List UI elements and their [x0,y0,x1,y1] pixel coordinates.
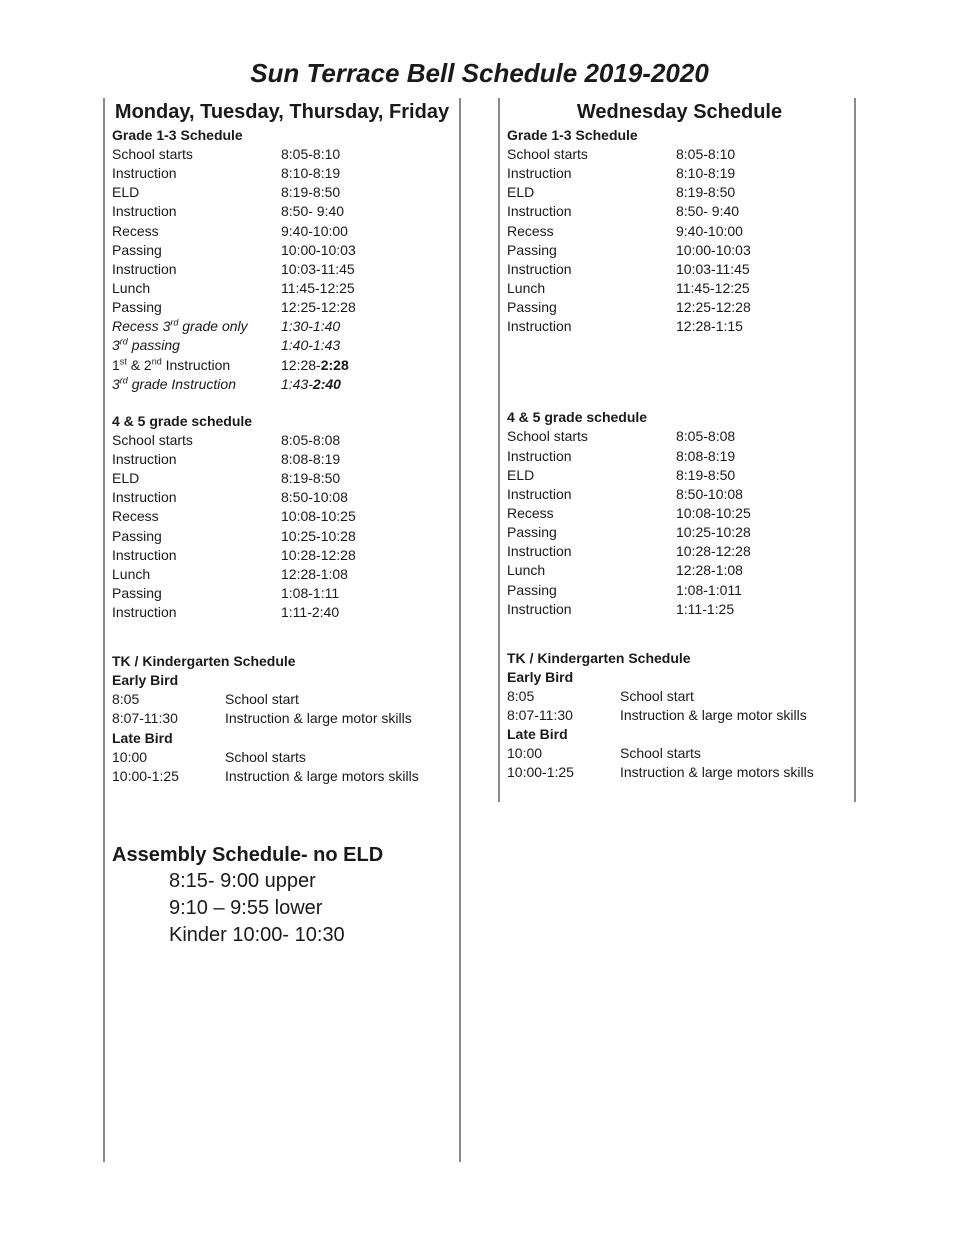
weekday-late-bird-rows [112,748,457,786]
table-row [112,527,457,546]
row-value: Instruction & large motor skills [225,710,412,727]
wednesday-heading: Wednesday Schedule [576,101,783,123]
row-label: School starts [112,431,193,448]
row-value: 10:00-10:03 [281,241,356,258]
row-value: 8:50- 9:40 [676,203,740,220]
row-label: 10:00-1:25 [507,764,574,781]
page-title: Sun Terrace Bell Schedule 2019-2020 [250,58,709,88]
weekday-heading: Monday, Tuesday, Thursday, Friday [114,101,450,123]
section-title: TK / Kindergarten Schedule [112,653,296,670]
row-value: Instruction & large motors skills [225,767,419,784]
row-label: Recess [507,222,554,239]
row-label: Recess [112,508,159,525]
row-label: 8:05 [112,691,140,708]
table-row [112,222,457,241]
row-value: 8:50-10:08 [676,485,743,502]
assembly-schedule [112,842,383,949]
row-value: 8:10-8:19 [676,165,736,182]
row-label: Instruction [112,260,177,277]
weekday-early-bird-rows [112,690,457,728]
row-value: 8:19-8:50 [676,466,736,483]
table-row [507,581,852,600]
row-label: Passing [112,584,162,601]
table-row [507,279,852,298]
table-row [112,279,457,298]
row-value: 10:03-11:45 [676,260,750,277]
row-label: 8:05 [507,687,535,704]
row-label: Instruction [507,203,572,220]
row-value: 10:08-10:25 [676,504,751,521]
table-row: 1st & 2nd Instruction 12:28-2:28 [112,355,349,373]
row-label: 10:00 [507,745,543,762]
early-bird-label: Early Bird [112,672,179,689]
row-label: Passing [507,299,557,316]
row-label: Lunch [507,562,546,579]
table-row [112,488,457,507]
row-value: 12:28-1:08 [281,565,348,582]
row-label: Instruction [507,260,572,277]
row-value: 8:19-8:50 [281,184,341,201]
row-label: Passing [112,527,162,544]
table-row [507,298,852,317]
row-label: 10:00-1:25 [112,767,179,784]
left-column-border [103,98,105,1162]
row-label: Instruction [112,546,177,563]
section-title: Grade 1-3 Schedule [112,127,243,143]
row-value: 12:25-12:28 [281,299,356,316]
table-row [507,447,852,466]
row-value: 12:28-1:08 [676,562,743,579]
row-label: Instruction [112,450,177,467]
row-label: 10:00 [112,748,148,765]
row-label: Instruction [507,165,572,182]
row-value: 12:28-1:15 [676,318,743,335]
row-label: Recess [507,504,554,521]
row-value: 12:25-12:28 [676,299,751,316]
table-row [507,706,852,725]
table-row [507,485,852,504]
row-label: Instruction [112,604,177,621]
table-row [112,183,457,202]
table-row [112,431,457,450]
table-row [507,542,852,561]
wednesday-grade13-section [507,126,852,336]
table-row [507,222,852,241]
weekday-grade13-section [112,126,457,394]
table-row [112,767,457,786]
row-label: ELD [112,470,140,487]
row-value: 8:05-8:10 [676,146,736,162]
table-row [507,523,852,542]
row-value: 9:40-10:00 [281,222,348,239]
row-value: School starts [620,745,701,762]
table-row [507,466,852,485]
row-value: 8:50- 9:40 [281,203,345,220]
row-label: Recess [112,222,159,239]
wednesday-tk-section [507,649,852,783]
weekday-schedule-column [112,100,457,786]
table-row [112,164,457,183]
row-label: Lunch [112,279,151,296]
table-row [507,427,852,446]
row-label: School starts [112,146,193,162]
row-label: Instruction [507,447,572,464]
row-value: 8:10-8:19 [281,165,341,182]
table-row [507,744,852,763]
row-value: 8:05-8:08 [676,428,736,445]
section-title: TK / Kindergarten Schedule [507,649,691,666]
row-value: 9:40-10:00 [676,222,743,239]
table-row [507,145,852,164]
row-value: Instruction & large motors skills [620,764,814,781]
table-row [507,561,852,580]
row-value: 11:45-12:25 [676,279,750,296]
row-label: Passing [507,581,557,598]
table-row [112,298,457,317]
row-value: 8:19-8:50 [676,184,736,201]
row-label: School starts [507,428,588,445]
assembly-line: 9:10 – 9:55 lower [169,897,323,919]
row-label: Lunch [507,279,546,296]
table-row [112,241,457,260]
table-row [507,600,852,619]
row-label: Instruction [112,489,177,506]
row-value: 10:03-11:45 [281,260,355,277]
table-row [507,504,852,523]
row-value: 1:11-2:40 [281,604,340,621]
table-row: 3rd grade Instruction 1:43-2:40 [112,375,341,392]
row-label: Lunch [112,565,151,582]
table-row [507,260,852,279]
row-value: 8:08-8:19 [281,450,341,467]
row-value: 1:08-1:011 [676,581,742,598]
row-value: 8:08-8:19 [676,447,736,464]
table-row [507,164,852,183]
wednesday-early-bird-rows [507,687,852,725]
table-row [112,469,457,488]
row-label: Instruction [507,318,572,335]
table-row [112,709,457,728]
table-row [507,317,852,336]
weekday-grade13-rows [112,145,457,317]
row-label: Passing [507,241,557,258]
row-label: ELD [507,466,535,483]
row-label: Instruction [112,165,177,182]
row-value: 10:28-12:28 [281,546,356,563]
row-value: 10:25-10:28 [281,527,356,544]
table-row [507,183,852,202]
table-row [112,145,457,164]
row-label: Passing [112,299,162,316]
wednesday-grade13-rows [507,145,852,336]
row-label: Instruction [507,485,572,502]
row-value: 10:08-10:25 [281,508,356,525]
row-value: 8:05-8:08 [281,431,341,448]
row-label: 8:07-11:30 [112,710,178,727]
section-title: Grade 1-3 Schedule [507,127,638,143]
row-label: 8:07-11:30 [507,706,573,723]
table-row [112,603,457,622]
wednesday-schedule-column [507,100,852,782]
table-row [112,260,457,279]
assembly-heading: Assembly Schedule- no ELD [112,844,384,866]
weekday-tk-section [112,652,457,786]
weekday-grade45-rows [112,431,457,622]
table-row [112,748,457,767]
row-value: 8:19-8:50 [281,470,341,487]
row-value: 10:25-10:28 [676,524,751,541]
row-value: 1:11-1:25 [676,600,735,617]
row-label: ELD [507,184,535,201]
row-value: 8:05-8:10 [281,146,341,162]
row-value: School start [225,691,299,708]
center-column-border [459,98,461,1162]
assembly-line: Kinder 10:00- 10:30 [169,924,345,946]
table-row [112,546,457,565]
table-row [507,687,852,706]
row-value: 11:45-12:25 [281,279,355,296]
table-row [112,584,457,603]
row-value: 8:50-10:08 [281,489,348,506]
right-column-left-border [498,98,500,802]
wednesday-grade45-section [507,408,852,618]
section-title: 4 & 5 grade schedule [112,412,253,429]
table-row [507,763,852,782]
row-label: School starts [507,146,588,162]
late-bird-label: Late Bird [507,726,568,743]
table-row: 3rd passing 1:40-1:43 [112,336,341,354]
early-bird-label: Early Bird [507,668,574,685]
assembly-line: 8:15- 9:00 upper [169,870,316,892]
row-value: 10:28-12:28 [676,543,751,560]
weekday-grade45-section [112,412,457,622]
row-label: Passing [112,241,162,258]
table-row: Recess 3rd grade only 1:30-1:40 [112,317,341,335]
table-row [112,450,457,469]
table-row [112,202,457,221]
table-row [112,507,457,526]
wednesday-late-bird-rows [507,744,852,782]
right-column-right-border [854,98,856,802]
table-row [112,690,457,709]
table-row [507,241,852,260]
row-value: School starts [225,748,306,765]
row-label: Instruction [507,600,572,617]
row-value: 1:08-1:11 [281,584,340,601]
row-value: School start [620,687,694,704]
late-bird-label: Late Bird [112,729,173,746]
row-label: ELD [112,184,140,201]
wednesday-grade45-rows [507,427,852,618]
row-label: Passing [507,524,557,541]
row-value: Instruction & large motor skills [620,706,807,723]
table-row [507,202,852,221]
section-title: 4 & 5 grade schedule [507,409,648,426]
row-label: Instruction [507,543,572,560]
row-label: Instruction [112,203,177,220]
row-value: 10:00-10:03 [676,241,751,258]
table-row [112,565,457,584]
